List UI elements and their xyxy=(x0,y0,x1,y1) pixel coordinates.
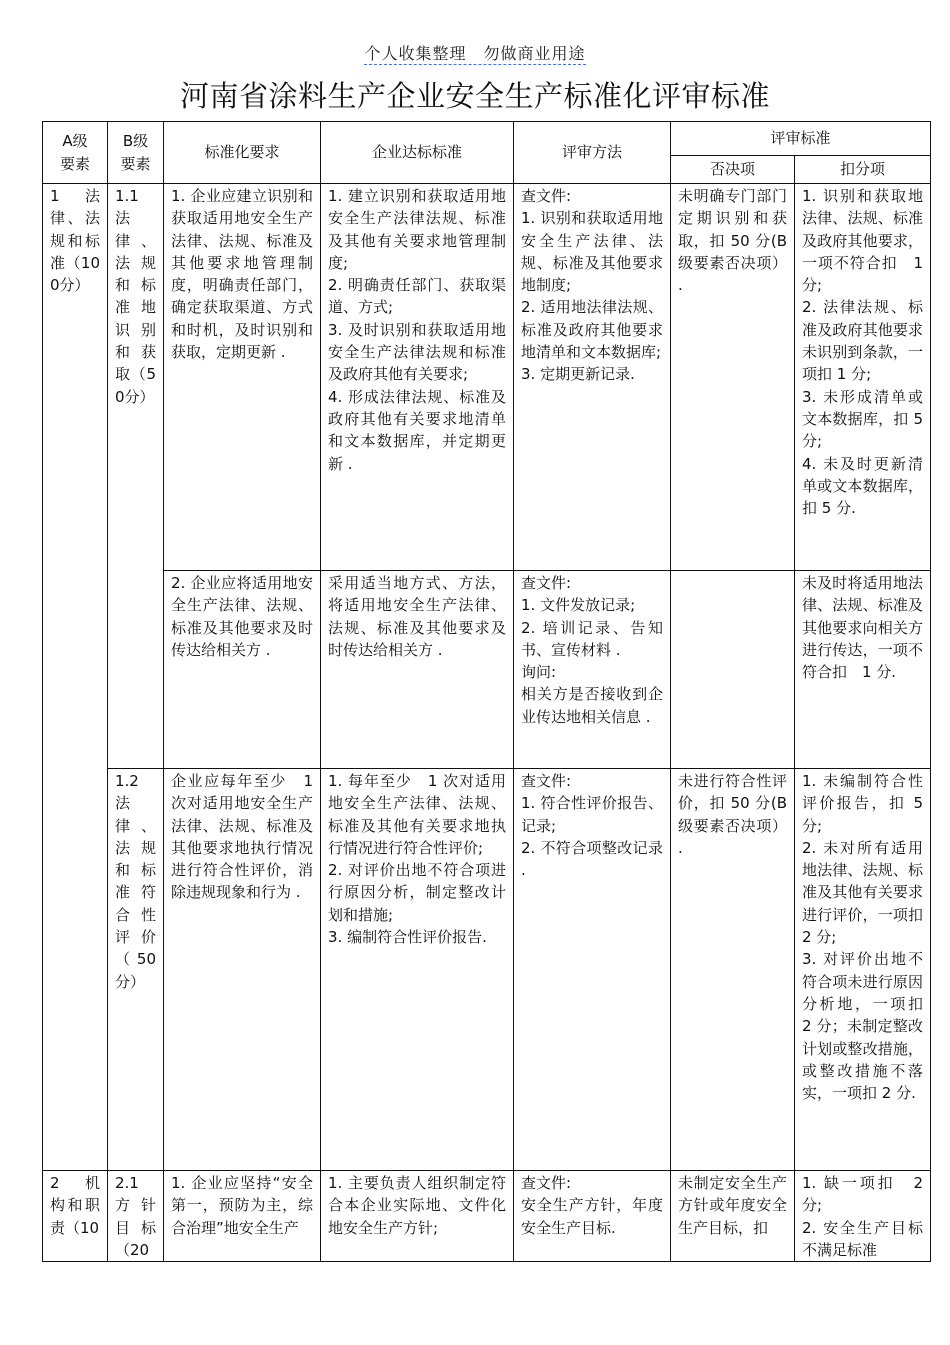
table-row xyxy=(43,1171,931,1262)
col-header-a-level: A级 要素 xyxy=(43,122,108,184)
veto-cell: 未制定安全生产方针或年度安全生产目标，扣 xyxy=(671,1171,795,1262)
col-header-deduct: 扣分项 xyxy=(795,156,931,184)
enterprise-standard-cell: 1. 主要负责人组织制定符合本企业实际地、文件化地安全生产方针; xyxy=(321,1171,514,1262)
col-header-method: 评审方法 xyxy=(514,122,671,184)
table-row xyxy=(43,571,931,769)
table-row xyxy=(43,184,931,571)
evaluation-standard-table xyxy=(42,121,931,1262)
enterprise-standard-cell: 采用适当地方式、方法，将适用地安全生产法律、法规、标准及其他要求及时传达给相关方 . xyxy=(321,571,514,769)
b-level-cell: 1.1 法律、法规和标准地识别和获取（50分） xyxy=(108,184,164,769)
col-header-criteria: 评审标准 xyxy=(671,122,931,156)
deduct-cell: 1. 识别和获取地法律、法规、标准及政府其他要求，一项不符合扣 1 分; 2. 法律法规、标准及政府其他要求未识别到条款，一项扣 1 分; 3. 未形成清单或文本数据库，扣 5 分; 4. 未及时更新清单或文本数据库，扣 5 分. xyxy=(795,184,931,571)
deduct-cell: 1. 缺一项扣 2 分; 2. 安全生产目标不满足标准 xyxy=(795,1171,931,1262)
method-cell: 查文件: 1. 符合性评价报告、记录; 2. 不符合项整改记录 . xyxy=(514,769,671,1171)
a-level-cell: 1 法律、法规和标准（10 0分） xyxy=(43,184,108,1171)
requirement-cell: 1. 企业应建立识别和获取适用地安全生产法律、法规、标准及其他要求地管理制度，明确责任部门，确定获取渠道、方式和时机，及时识别和获取，定期更新 . xyxy=(164,184,321,571)
requirement-cell: 1. 企业应坚持“安全第一，预防为主，综合治理”地安全生产 xyxy=(164,1171,321,1262)
col-header-requirement: 标准化要求 xyxy=(164,122,321,184)
method-cell: 查文件: 1. 文件发放记录; 2. 培训记录、告知书、宣传材料 . 询问: 相关方是否接收到企业传达地相关信息 . xyxy=(514,571,671,769)
a-level-cell: 2 机构和职责（10 xyxy=(43,1171,108,1262)
table-row xyxy=(43,769,931,1171)
method-cell: 查文件: 1. 识别和获取适用地安全生产法律、法规、标准及其他要求地制度; 2. 适用地法律法规、标准及政府其他要求地清单和文本数据库; 3. 定期更新记录. xyxy=(514,184,671,571)
document-title: 河南省涂料生产企业安全生产标准化评审标准 xyxy=(179,79,770,113)
method-cell: 查文件: 安全生产方针，年度安全生产目标. xyxy=(514,1171,671,1262)
b-level-cell: 2.1 方针目标（20 xyxy=(108,1171,164,1262)
col-header-b-level: B级 要素 xyxy=(108,122,164,184)
header-note-text: 个人收集整理 勿做商业用途 xyxy=(364,44,586,63)
col-header-enterprise-standard: 企业达标标准 xyxy=(321,122,514,184)
col-header-veto: 否决项 xyxy=(671,156,795,184)
deduct-cell: 1. 未编制符合性评价报告，扣 5 分; 2. 未对所有适用地法律、法规、标准及其他有关要求进行评价，一项扣 2 分; 3. 对评价出地不符合项未进行原因分析地，一项扣 2 分；未制定整改计划或整改措施，或整改措施不落实，一项扣 2 分. xyxy=(795,769,931,1171)
veto-cell xyxy=(671,571,795,769)
veto-cell: 未进行符合性评价，扣 50 分(B级要素否决项） . xyxy=(671,769,795,1171)
veto-cell: 未明确专门部门定期识别和获取，扣 50 分(B级要素否决项） . xyxy=(671,184,795,571)
enterprise-standard-cell: 1. 建立识别和获取适用地安全生产法律法规、标准及其他有关要求地管理制度; 2. 明确责任部门、获取渠道、方式; 3. 及时识别和获取适用地安全生产法律法规和标准及政府其他有关要求; 4. 形成法律法规、标准及政府其他有关要求地清单和文本数据库，并定期更新 . xyxy=(321,184,514,571)
header-note xyxy=(0,41,950,64)
deduct-cell: 未及时将适用地法律、法规、标准及其他要求向相关方进行传达，一项不符合扣 1 分. xyxy=(795,571,931,769)
requirement-cell: 2. 企业应将适用地安全生产法律、法规、标准及其他要求及时传达给相关方 . xyxy=(164,571,321,769)
requirement-cell: 企业应每年至少 1 次对适用地安全生产法律、法规、标准及其他要求地执行情况进行符合性评价，消除违规现象和行为 . xyxy=(164,769,321,1171)
enterprise-standard-cell: 1. 每年至少 1 次对适用地安全生产法律、法规、标准及其他有关要求地执行情况进行符合性评价; 2. 对评价出地不符合项进行原因分析，制定整改计划和措施; 3. 编制符合性评价报告. xyxy=(321,769,514,1171)
b-level-cell: 1.2 法律、法规和标准符合性评价（50分） xyxy=(108,769,164,1171)
